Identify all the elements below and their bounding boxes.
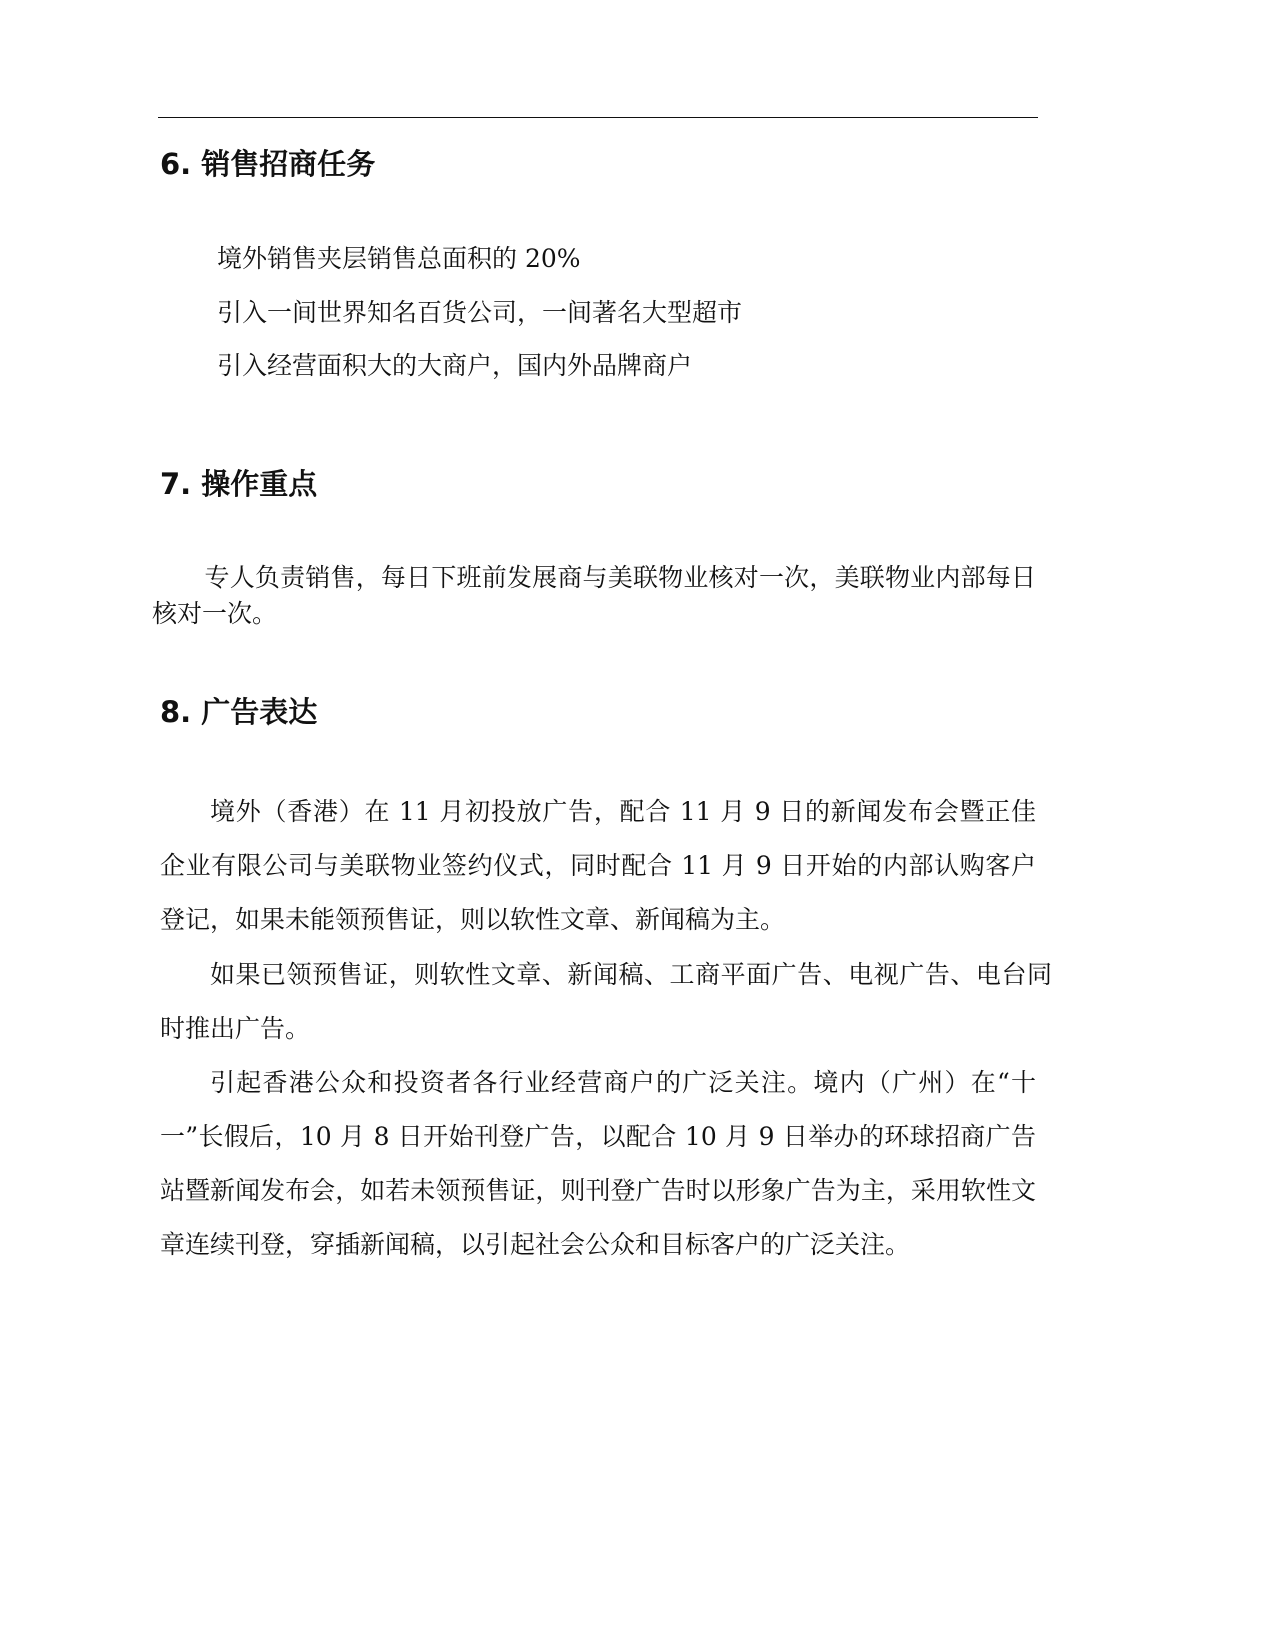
section-6-item: 引入经营面积大的大商户，国内外品牌商户 [217,351,693,380]
section-8-paragraph: 境外（香港）在 11 月初投放广告，配合 11 月 9 日的新闻发布会暨正佳企业有限公司与美联物业签约仪式，同时配合 11 月 9 日开始的内部认购客户登记，如果未能领预售证，则以软性文章、新闻稿为主。 [160,797,1036,934]
section-6-item: 引入一间世界知名百货公司，一间著名大型超市 [217,298,743,327]
section-8-paragraph: 如果已领预售证，则软性文章、新闻稿、工商平面广告、电视广告、电台同时推出广告。 [160,960,1052,1043]
section-7-paragraph: 专人负责销售，每日下班前发展商与美联物业核对一次，美联物业内部每日核对一次。 [152,563,1036,628]
section-7-heading: 7. 操作重点 [160,467,318,501]
section-8-paragraph: 引起香港公众和投资者各行业经营商户的广泛关注。境内（广州）在“十一”长假后，10 月 8 日开始刊登广告，以配合 10 月 9 日举办的环球招商广告站暨新闻发布会，如若未领预售证，则刊登广告时以形象广告为主，采用软性文章连续刊登，穿插新闻稿，以引起社会公众和目标客户的广泛关注。 [160,1068,1036,1259]
header-rule [158,117,1038,118]
section-8-heading: 8. 广告表达 [160,695,318,729]
section-6-item: 境外销售夹层销售总面积的 20% [217,244,581,273]
section-6-heading: 6. 销售招商任务 [160,147,376,181]
